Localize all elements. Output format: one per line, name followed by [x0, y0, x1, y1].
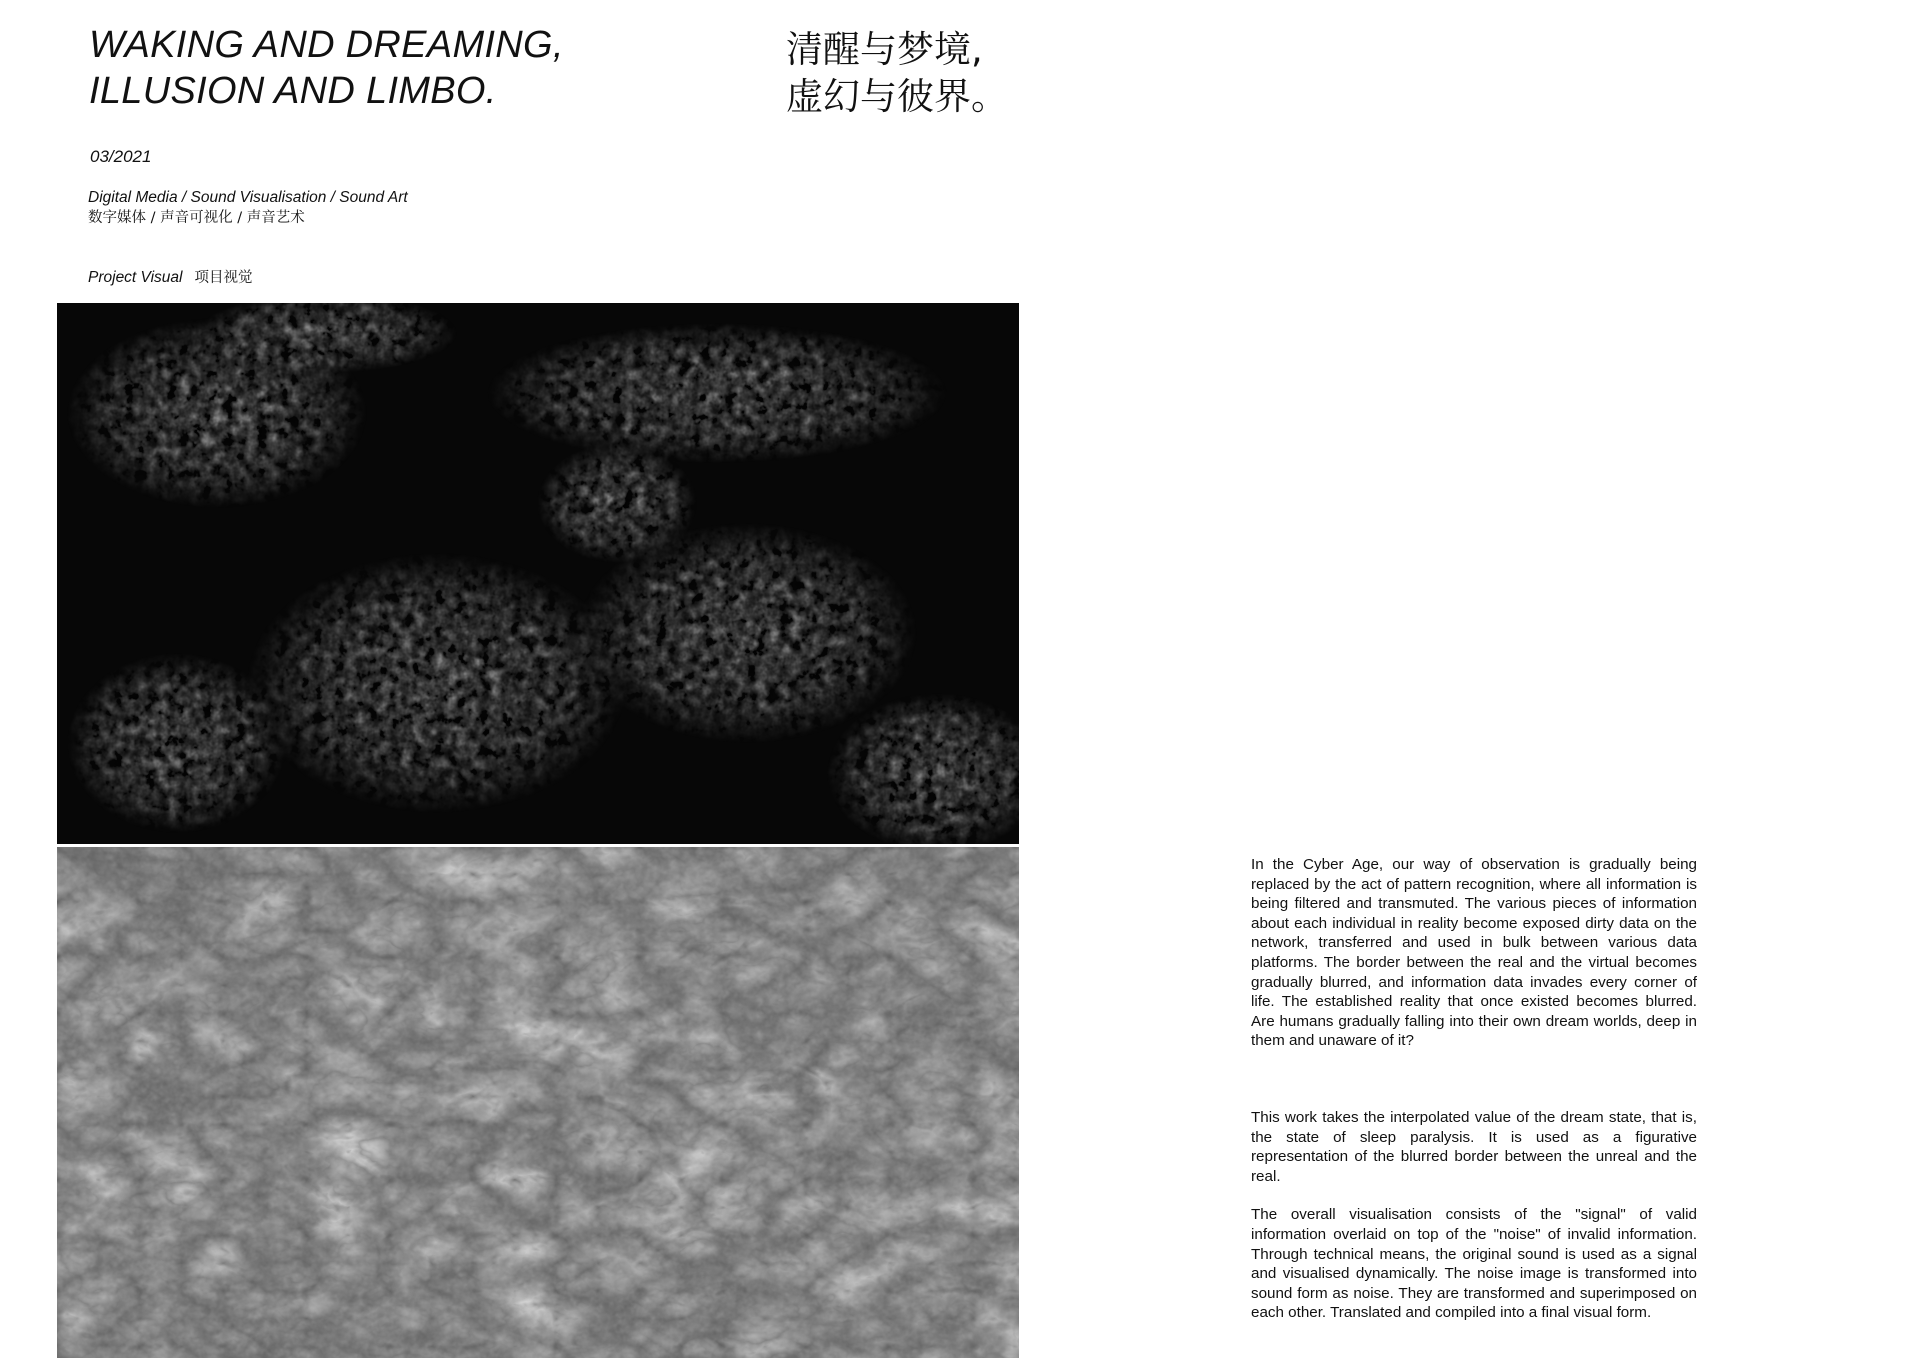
project-visual-ridged-texture	[57, 847, 1019, 1358]
description-paragraph-2: This work takes the interpolated value of the dream state, that is, the state of sleep paralysis. It is used as a figurative representation of the blurred border between the unreal and the real.	[1251, 1109, 1697, 1185]
ridged-texture-artwork	[57, 847, 1019, 1358]
section-label-chinese: 项目视觉	[194, 270, 253, 286]
title-chinese-line-2: 虚幻与彼界。	[786, 75, 1008, 118]
title-chinese-line-1: 清醒与梦境,	[786, 28, 983, 71]
categories-chinese: 数字媒体 / 声音可视化 / 声音艺术	[88, 210, 305, 226]
title-english-line-1: WAKING AND DREAMING,	[89, 24, 564, 66]
project-description-detail	[1251, 1108, 1697, 1323]
categories-english: Digital Media / Sound Visualisation / Sound Art	[88, 189, 408, 206]
project-date: 03/2021	[90, 147, 152, 166]
dark-texture-artwork	[57, 303, 1019, 844]
title-english	[89, 22, 564, 114]
description-paragraph-3: The overall visualisation consists of the "signal" of valid information overlaid on top of the "noise" of invalid information. Through technical means, the original sound is used as a signal and visualised dynamically. The noise image is transformed into sound form as noise. They are transformed and superimposed on each other. Translated and compiled into a final visual form.	[1251, 1206, 1697, 1322]
project-visual-dark-texture	[57, 303, 1019, 844]
title-english-line-2: ILLUSION AND LIMBO.	[89, 70, 497, 112]
title-chinese	[786, 26, 1008, 120]
description-paragraph-1: In the Cyber Age, our way of observation is gradually being replaced by the act of pattern recognition, where all information is being filtered and transmuted. The various pieces of information about each individual in reality become exposed dirty data on the network, transferred and used in bulk between various data platforms. The border between the real and the virtual becomes gradually blurred, and information data invades every corner of life. The established reality that once existed becomes blurred. Are humans gradually falling into their own dream worlds, deep in them and unaware of it?	[1251, 856, 1697, 1050]
project-categories	[88, 188, 408, 228]
section-label-english: Project Visual	[88, 269, 183, 286]
section-label	[88, 266, 252, 287]
project-description-intro	[1251, 855, 1697, 1051]
